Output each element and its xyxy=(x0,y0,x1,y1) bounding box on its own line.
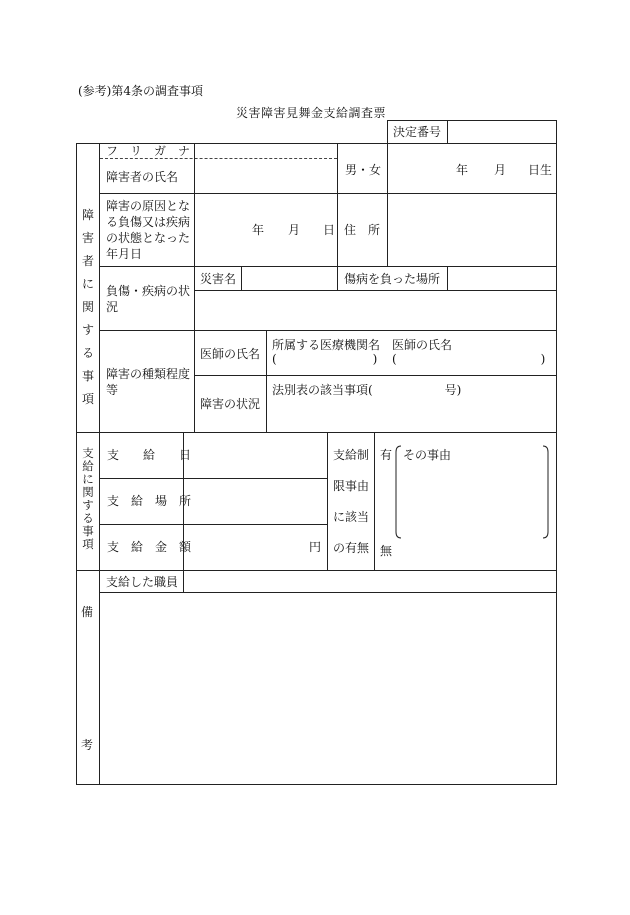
furigana-label: フ リ ガ ナ xyxy=(106,144,191,158)
doctor-label: 医師の氏名 xyxy=(392,338,453,352)
amount-unit: 円 xyxy=(309,540,322,554)
cause-year-label: 年 xyxy=(252,223,265,237)
restriction-no-option[interactable]: 無 xyxy=(380,544,393,558)
reason-label: その事由 xyxy=(403,448,452,462)
doctor-field[interactable]: ( ) xyxy=(392,352,546,366)
payment-place-field[interactable] xyxy=(184,479,326,523)
reference-note: (参考)第4条の調査事項 xyxy=(78,84,203,98)
staff-label: 支給した職員 xyxy=(106,575,179,589)
restriction-label: 支給制 限事由 に該当 の有無 xyxy=(333,448,370,555)
remarks-field[interactable] xyxy=(100,593,555,783)
disaster-name-field[interactable] xyxy=(242,267,336,289)
cause-month-label: 月 xyxy=(288,223,301,237)
cause-date-label: 障害の原因とな る負傷又は疾病 の状態となった 年月日 xyxy=(106,199,191,261)
payment-section-label: 支 給 に 関 す る 事 項 xyxy=(82,446,94,551)
name-label: 障害者の氏名 xyxy=(106,170,179,184)
form-title: 災害障害見舞金支給調査票 xyxy=(236,106,387,120)
institution-label: 所属する医療機関名 xyxy=(272,338,381,352)
remarks-label-top: 備 xyxy=(81,605,94,619)
institution-field[interactable]: ( ) xyxy=(272,352,378,366)
address-label: 住 所 xyxy=(344,223,381,237)
birth-year-label: 年 xyxy=(456,163,469,177)
payment-amount-field[interactable] xyxy=(184,525,326,569)
law-table-field[interactable]: 法別表の該当事項( 号) xyxy=(272,383,462,397)
injury-status-label: 負傷・疾病の状 況 xyxy=(106,284,191,314)
payment-place-label: 支 給 場 所 xyxy=(107,494,192,508)
cause-day-label: 日 xyxy=(323,223,336,237)
doctor-name-row-label: 医師の氏名 xyxy=(200,347,261,361)
disabled-section-label: 障 害 者 に 関 す る 事 項 xyxy=(81,208,94,406)
decision-number-field[interactable] xyxy=(448,121,555,143)
furigana-field[interactable] xyxy=(195,144,336,157)
reason-field[interactable] xyxy=(402,464,542,536)
injury-place-field[interactable] xyxy=(448,267,555,289)
birth-month-label: 月 xyxy=(494,163,507,177)
payment-amount-label: 支 給 金 額 xyxy=(107,540,192,554)
disability-degree-label: 障害の種類程度 等 xyxy=(106,367,191,397)
injury-status-field[interactable] xyxy=(195,291,555,329)
gender-option[interactable]: 男・女 xyxy=(345,163,382,177)
payment-date-field[interactable] xyxy=(184,433,326,477)
injury-place-label: 傷病を負った場所 xyxy=(344,272,441,286)
decision-number-label: 決定番号 xyxy=(393,125,442,139)
restriction-yes-option[interactable]: 有 xyxy=(380,448,393,462)
disability-status-label: 障害の状況 xyxy=(200,397,261,411)
staff-field[interactable] xyxy=(184,571,555,591)
name-field[interactable] xyxy=(195,160,336,192)
payment-date-label: 支 給 日 xyxy=(107,448,192,462)
birth-day-label: 日生 xyxy=(528,163,553,177)
remarks-label-bottom: 考 xyxy=(81,738,94,752)
disaster-name-label: 災害名 xyxy=(200,272,237,286)
address-field[interactable] xyxy=(388,194,555,265)
